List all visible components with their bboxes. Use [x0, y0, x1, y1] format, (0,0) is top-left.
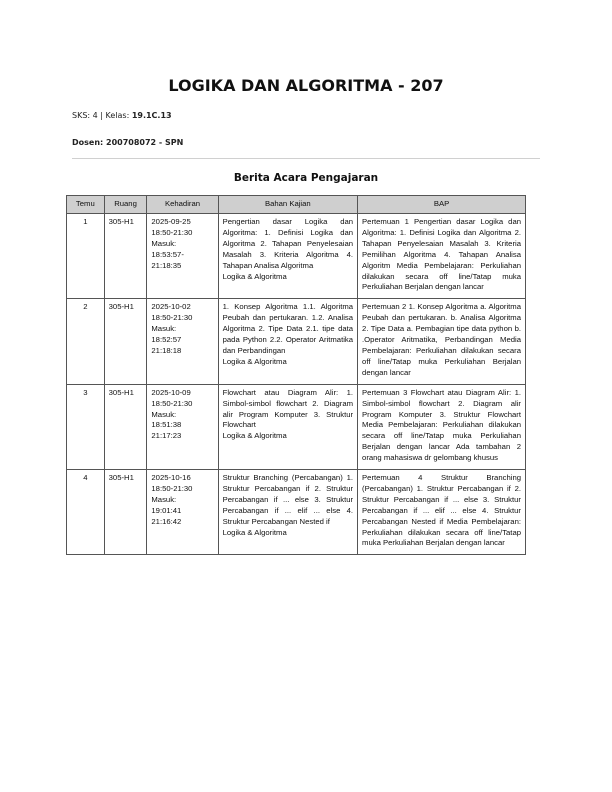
document-title: LOGIKA DAN ALGORITMA - 207: [168, 76, 444, 95]
table-row: [67, 470, 526, 555]
cell-temu: 1: [67, 214, 105, 299]
cell-bahan-kajian: [218, 384, 357, 469]
session-date: 2025-09-25: [151, 217, 191, 226]
keluar-time: 21:18:18: [151, 345, 182, 355]
header-ruang: Ruang: [104, 196, 147, 214]
cell-bap: Pertemuan 1 Pengertian dasar Logika dan Algoritma: 1. Definisi Logika dan Algoritma 2. Tahapan Penyelesaian Masalah 3. Kriteria Pemilihan Algoritma 4. Tahapan Analisa Algoritm Media Pembelajaran: Perkuliahan dilakukan secara off line/Tatap muka Perkuliahan Berjalan dengan lancar: [358, 214, 526, 299]
cell-kehadiran: [147, 470, 218, 555]
masuk-label: Masuk:: [151, 238, 177, 248]
bahan-text: Pengertian dasar Logika dan Algoritma: 1. Definisi Logika dan Algoritma 2. Tahapan Penyelesaian Masalah 3. Kriteria Algoritma 4. Tahapan Analisa Algoritma: [222, 217, 354, 270]
teaching-record-table: [66, 195, 526, 555]
keluar-time: 21:17:23: [151, 431, 182, 441]
cell-bahan-kajian: [218, 470, 357, 555]
header-bap: BAP: [358, 196, 526, 214]
cell-ruang: 305-H1: [104, 470, 147, 555]
cell-ruang: 305-H1: [104, 384, 147, 469]
cell-temu: 2: [67, 299, 105, 384]
divider: [72, 158, 540, 159]
lecturer-info: Dosen: 200708072 - SPN: [72, 138, 184, 147]
cell-bap: Pertemuan 4 Struktur Branching (Percabangan) 1. Struktur Percabangan if 2. Struktur Percabangan if ... else 3. Struktur Percabangan if ... elif ... else 4. Struktur Percabangan Nested if Media Pembelajaran: Perkuliahan dilakukan secara off line/Tatap muka Perkuliahan Berjalan dengan lancar: [358, 470, 526, 555]
session-time: 18:50-21:30: [151, 483, 193, 493]
cell-temu: 3: [67, 384, 105, 469]
cell-kehadiran: [147, 299, 218, 384]
masuk-time: 18:51:38: [151, 420, 182, 430]
cell-bap: Pertemuan 3 Flowchart atau Diagram Alir: 1. Simbol-simbol flowchart 2. Diagram alir Program Komputer 3. Struktur Flowchart Media Pembelajaran: Perkuliahan dilakukan secara off line/Tatap muka Perkuliahan Berjalan dengan lancar Ada tambahan 2 orang mahasiswa dr gelombang khusus: [358, 384, 526, 469]
cell-bahan-kajian: [218, 214, 357, 299]
cell-temu: 4: [67, 470, 105, 555]
header-kehadiran: Kehadiran: [147, 196, 218, 214]
class-code: 19.1C.13: [131, 111, 172, 120]
table-header-row: [67, 196, 526, 214]
table-row: [67, 384, 526, 469]
cell-kehadiran: [147, 384, 218, 469]
bahan-subject: Logika & Algoritma: [222, 527, 287, 537]
session-time: 18:50-21:30: [151, 227, 193, 237]
header-bahan-kajian: Bahan Kajian: [218, 196, 357, 214]
keluar-time: 21:18:35: [151, 260, 182, 270]
sks-label: SKS: 4 | Kelas:: [72, 111, 132, 120]
masuk-label: Masuk:: [151, 409, 177, 419]
masuk-time: 18:52:57: [151, 335, 182, 345]
course-info: [72, 111, 172, 120]
session-time: 18:50-21:30: [151, 313, 193, 323]
bahan-text: Struktur Branching (Percabangan) 1. Struktur Percabangan if 2. Struktur Percabangan if ... else 3. Struktur Percabangan if ... elif ... else 4. Struktur Percabangan Nested if: [222, 473, 354, 526]
bahan-text: Flowchart atau Diagram Alir: 1. Simbol-simbol flowchart 2. Diagram alir Program Komputer 3. Struktur Flowchart: [222, 387, 354, 430]
masuk-time: 18:53:57-: [151, 249, 184, 259]
table-row: [67, 214, 526, 299]
masuk-time: 19:01:41: [151, 505, 182, 515]
session-date: 2025-10-02: [151, 302, 191, 312]
cell-bap: Pertemuan 2 1. Konsep Algoritma a. Algoritma Peubah dan pertukaran. b. Analisa Algoritma 2. Tipe Data a. Pembagian tipe data python b. .Operator Aritmatika, Perbandingan Media Pembelajaran: Perkuliahan dilakukan secara off line/Tatap muka Perkuliahan Berjalan dengan lancar: [358, 299, 526, 384]
masuk-label: Masuk:: [151, 494, 177, 504]
table-row: [67, 299, 526, 384]
session-time: 18:50-21:30: [151, 398, 193, 408]
masuk-label: Masuk:: [151, 324, 177, 334]
session-date: 2025-10-16: [151, 473, 191, 483]
bahan-text: 1. Konsep Algoritma 1.1. Algoritma Peubah dan pertukaran. 1.2. Analisa Algoritma 2. Tipe Data 2.1. tipe data pada Python 2.2. Operator Aritmatika dan Perbandingan: [222, 302, 354, 355]
bahan-subject: Logika & Algoritma: [222, 356, 287, 366]
session-date: 2025-10-09: [151, 387, 191, 397]
cell-ruang: 305-H1: [104, 214, 147, 299]
bahan-subject: Logika & Algoritma: [222, 271, 287, 281]
section-title: Berita Acara Pengajaran: [233, 172, 379, 184]
keluar-time: 21:16:42: [151, 516, 182, 526]
cell-kehadiran: [147, 214, 218, 299]
cell-bahan-kajian: [218, 299, 357, 384]
cell-ruang: 305-H1: [104, 299, 147, 384]
bahan-subject: Logika & Algoritma: [222, 431, 287, 441]
header-temu: Temu: [67, 196, 105, 214]
